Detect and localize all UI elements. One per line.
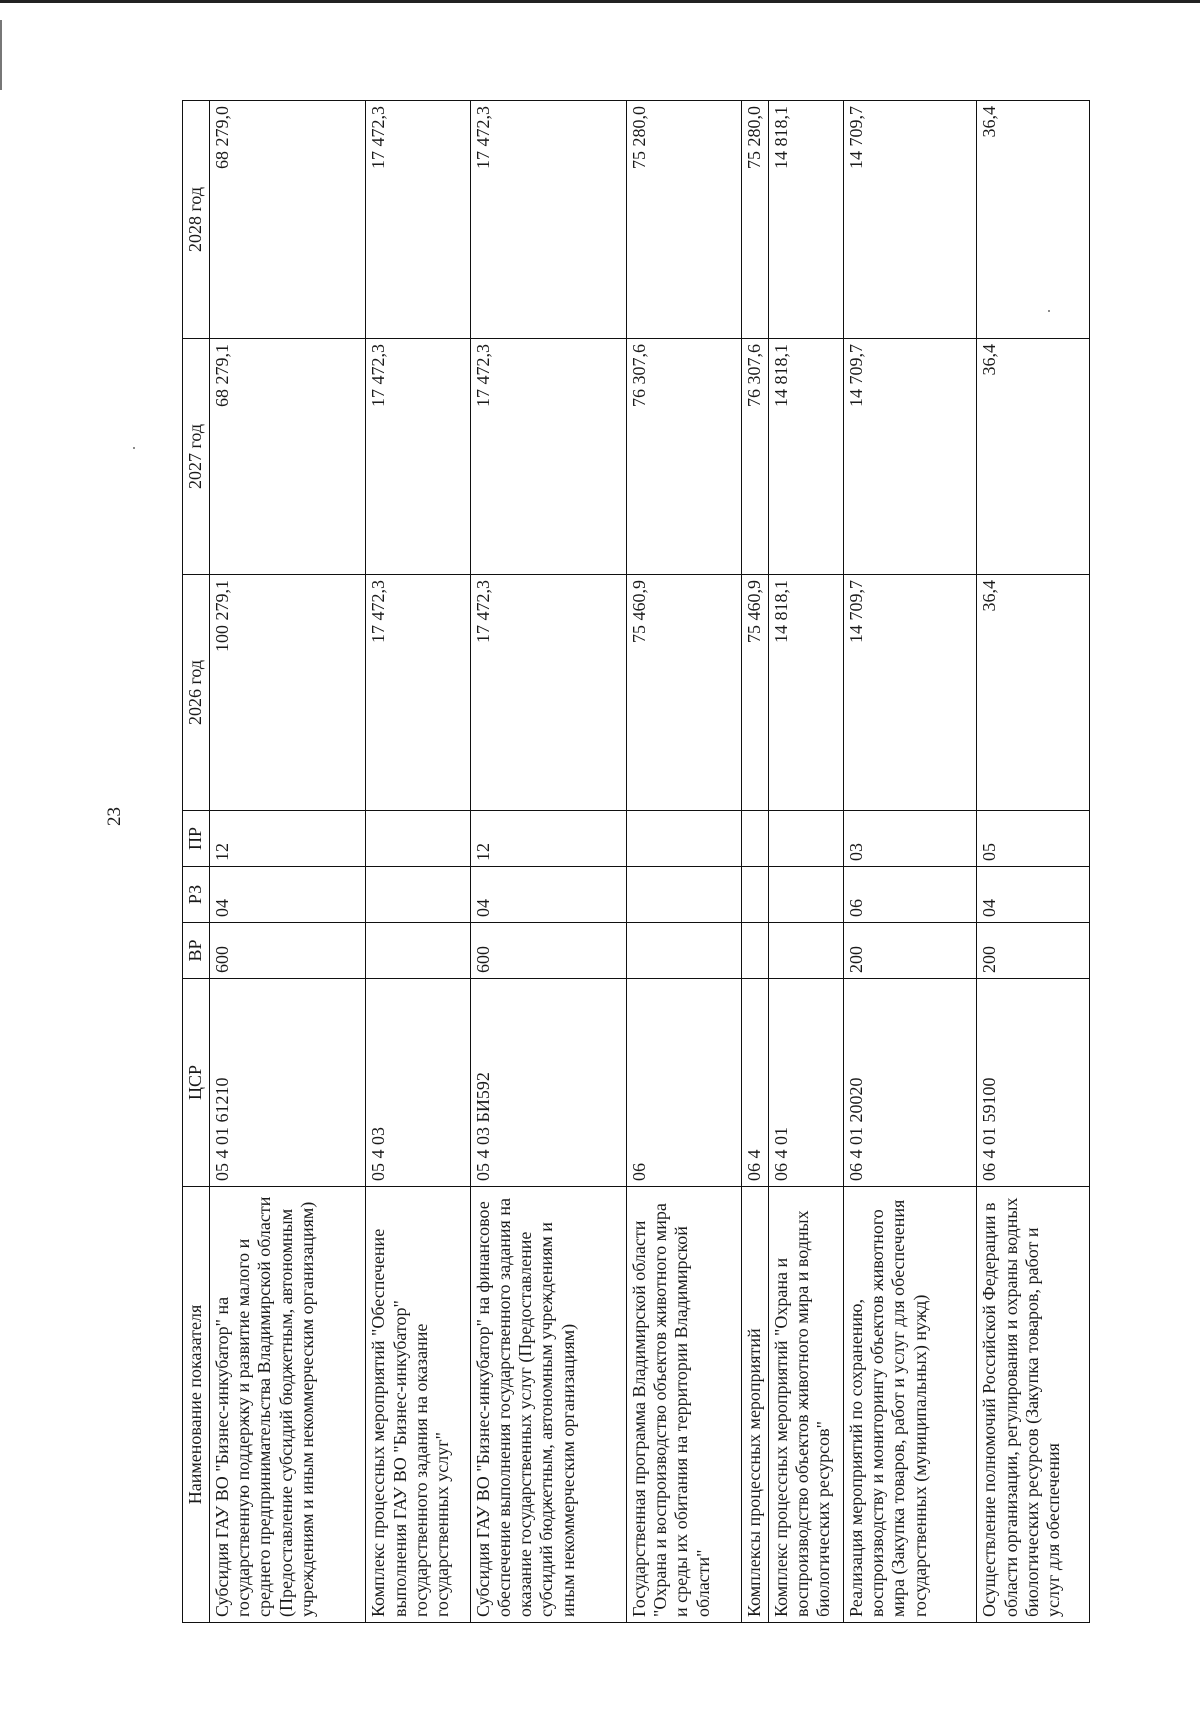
page-top-rule [0,0,1200,3]
row-2026: 14 818,1 [768,575,843,811]
row-pr: 12 [470,811,626,867]
row-vr: 200 [843,923,976,979]
row-2026: 75 460,9 [626,575,741,811]
row-name: Субсидия ГАУ ВО "Бизнес-инкубатор" на государственную поддержку и развитие малого и среднего предпринимательства Владимирской области (Предоставление субсидий бюджетным, автономным учреждениям и иным некоммерческим организациям) [210,1187,366,1623]
header-vr: ВР [183,923,210,979]
budget-table [182,100,1090,1623]
row-2028: 36,4 [977,101,1090,339]
row-pr [366,811,470,867]
row-rz: 04 [977,867,1090,923]
header-2028: 2028 год [183,101,210,339]
row-rz: 06 [843,867,976,923]
row-2027: 17 472,3 [470,339,626,575]
row-vr: 600 [470,923,626,979]
header-2027: 2027 год [183,339,210,575]
row-rz [626,867,741,923]
scan-speck [133,447,135,449]
row-vr: 200 [977,923,1090,979]
row-2028: 14 818,1 [768,101,843,339]
table-row [210,101,366,1623]
row-2026: 36,4 [977,575,1090,811]
row-csr: 06 4 01 20020 [843,979,976,1187]
header-2026: 2026 год [183,575,210,811]
table-row [366,101,470,1623]
row-2027: 68 279,1 [210,339,366,575]
row-2027: 14 709,7 [843,339,976,575]
row-name: Субсидия ГАУ ВО "Бизнес-инкубатор" на финансовое обеспечение выполнения государственного задания на оказание государственных услуг (Предоставление субсидий бюджетным, автономным учреждениям и иным некоммерческим организациям) [470,1187,626,1623]
row-pr [741,811,768,867]
row-name: Осуществление полномочий Российской Федерации в области организации, регулирования и охраны водных биологических ресурсов (Закупка товаров, работ и услуг для обеспечения [977,1187,1090,1623]
row-vr [741,923,768,979]
row-name: Реализация мероприятий по сохранению, воспроизводству и мониторингу объектов животного мира (Закупка товаров, работ и услуг для обеспечения государственных (муниципальных) нужд) [843,1187,976,1623]
row-rz [768,867,843,923]
row-2027: 14 818,1 [768,339,843,575]
row-2028: 17 472,3 [470,101,626,339]
table-row [470,101,626,1623]
row-name: Комплексы процессных мероприятий [741,1187,768,1623]
table-row [843,101,976,1623]
row-pr: 05 [977,811,1090,867]
row-rz [741,867,768,923]
row-name: Государственная программа Владимирской области "Охрана и воспроизводство объектов животного мира и среды их обитания на территории Владимирской области" [626,1187,741,1623]
row-csr: 06 [626,979,741,1187]
row-vr: 600 [210,923,366,979]
row-2027: 76 307,6 [626,339,741,575]
row-csr: 05 4 03 [366,979,470,1187]
table-header-row [183,101,210,1623]
row-name: Комплекс процессных мероприятий "Обеспечение выполнения ГАУ ВО "Бизнес-инкубатор" государственного задания на оказание государственных услуг" [366,1187,470,1623]
row-csr: 06 4 [741,979,768,1187]
budget-table-container [182,101,1090,1623]
row-rz [366,867,470,923]
row-pr [626,811,741,867]
row-csr: 06 4 01 [768,979,843,1187]
row-2028: 75 280,0 [741,101,768,339]
row-csr: 05 4 01 61210 [210,979,366,1187]
row-2026: 100 279,1 [210,575,366,811]
row-2027: 76 307,6 [741,339,768,575]
row-csr: 06 4 01 59100 [977,979,1090,1187]
row-2028: 68 279,0 [210,101,366,339]
row-2027: 36,4 [977,339,1090,575]
header-rz: РЗ [183,867,210,923]
header-csr: ЦСР [183,979,210,1187]
page-edge-mark [0,20,2,90]
row-rz: 04 [470,867,626,923]
row-vr [626,923,741,979]
row-2026: 17 472,3 [470,575,626,811]
row-2026: 14 709,7 [843,575,976,811]
row-2028: 75 280,0 [626,101,741,339]
row-vr [768,923,843,979]
row-2026: 75 460,9 [741,575,768,811]
table-row [741,101,768,1623]
row-2028: 14 709,7 [843,101,976,339]
header-pr: ПР [183,811,210,867]
page-number: 23 [104,807,125,826]
row-rz: 04 [210,867,366,923]
row-pr: 12 [210,811,366,867]
row-2027: 17 472,3 [366,339,470,575]
table-row [768,101,843,1623]
row-pr: 03 [843,811,976,867]
table-row [977,101,1090,1623]
row-pr [768,811,843,867]
row-vr [366,923,470,979]
table-row [626,101,741,1623]
row-2026: 17 472,3 [366,575,470,811]
row-2028: 17 472,3 [366,101,470,339]
row-csr: 05 4 03 БИ592 [470,979,626,1187]
row-name: Комплекс процессных мероприятий "Охрана и воспроизводство объектов животного мира и водных биологических ресурсов" [768,1187,843,1623]
header-name: Наименование показателя [183,1187,210,1623]
